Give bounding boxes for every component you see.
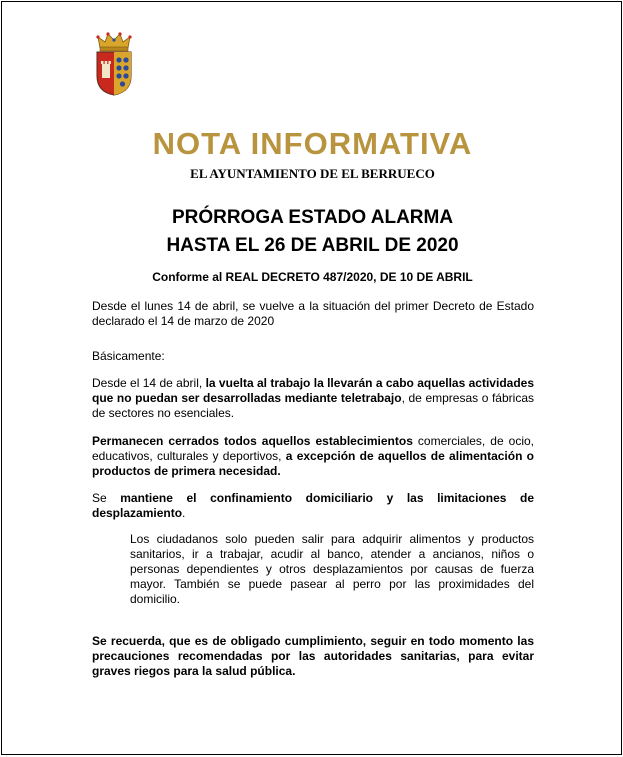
paragraph-closures [92, 434, 534, 479]
paragraph-work [92, 376, 534, 421]
bold-span: mantiene el confinamiento domiciliario y las limitaciones de desplazamiento [92, 491, 534, 520]
paragraph-intro: Desde el lunes 14 de abril, se vuelve a la situación del primer Decreto de Estado declarado el 14 de marzo de 2020 [92, 299, 534, 328]
paragraph-allowed-outings: Los ciudadanos solo pueden salir para adquirir alimentos y productos sanitarios, ir a trabajar, acudir al banco, atender a ancianos, niños o personas dependientes y otros desplazamientos por causas de fuerza mayor. También se puede pasear al perro por las proximidades del domicilio. [130, 532, 534, 606]
document-title: NOTA INFORMATIVA [152, 126, 473, 161]
bold-span: la vuelta al trabajo la llevarán a cabo aquellas actividades que no puedan ser desarrolladas mediante teletrabajo [92, 376, 534, 405]
decree-line: Conforme al REAL DECRETO 487/2020, DE 10 DE ABRIL [152, 270, 473, 284]
text-span: Se [92, 491, 121, 505]
text-span: Desde el 14 de abril, [92, 376, 206, 390]
headline-1: PRÓRROGA ESTADO ALARMA [171, 207, 454, 228]
text-span: comerciales, de ocio, educativos, culturales y deportivos, [92, 434, 534, 463]
paragraph-basically: Básicamente: [92, 349, 165, 363]
document-page [1, 1, 622, 755]
paragraph-confinement [92, 491, 534, 521]
issuer-line: EL AYUNTAMIENTO DE EL BERRUECO [190, 166, 435, 181]
text-span: . [182, 506, 186, 520]
municipal-crest-icon [92, 28, 136, 96]
bold-span: Permanecen cerrados todos aquellos establecimientos [92, 434, 413, 448]
bold-span: a excepción de aquellos de alimentación o productos de primera necesidad. [92, 449, 534, 478]
paragraph-reminder: Se recuerda, que es de obligado cumplimiento, seguir en todo momento las precauciones recomendadas por las autoridades sanitarias, para evitar graves riegos para la salud pública. [92, 634, 534, 678]
text-span: , de empresas o fábricas de sectores no esenciales. [92, 391, 534, 420]
headline-2: HASTA EL 26 DE ABRIL DE 2020 [166, 235, 459, 256]
